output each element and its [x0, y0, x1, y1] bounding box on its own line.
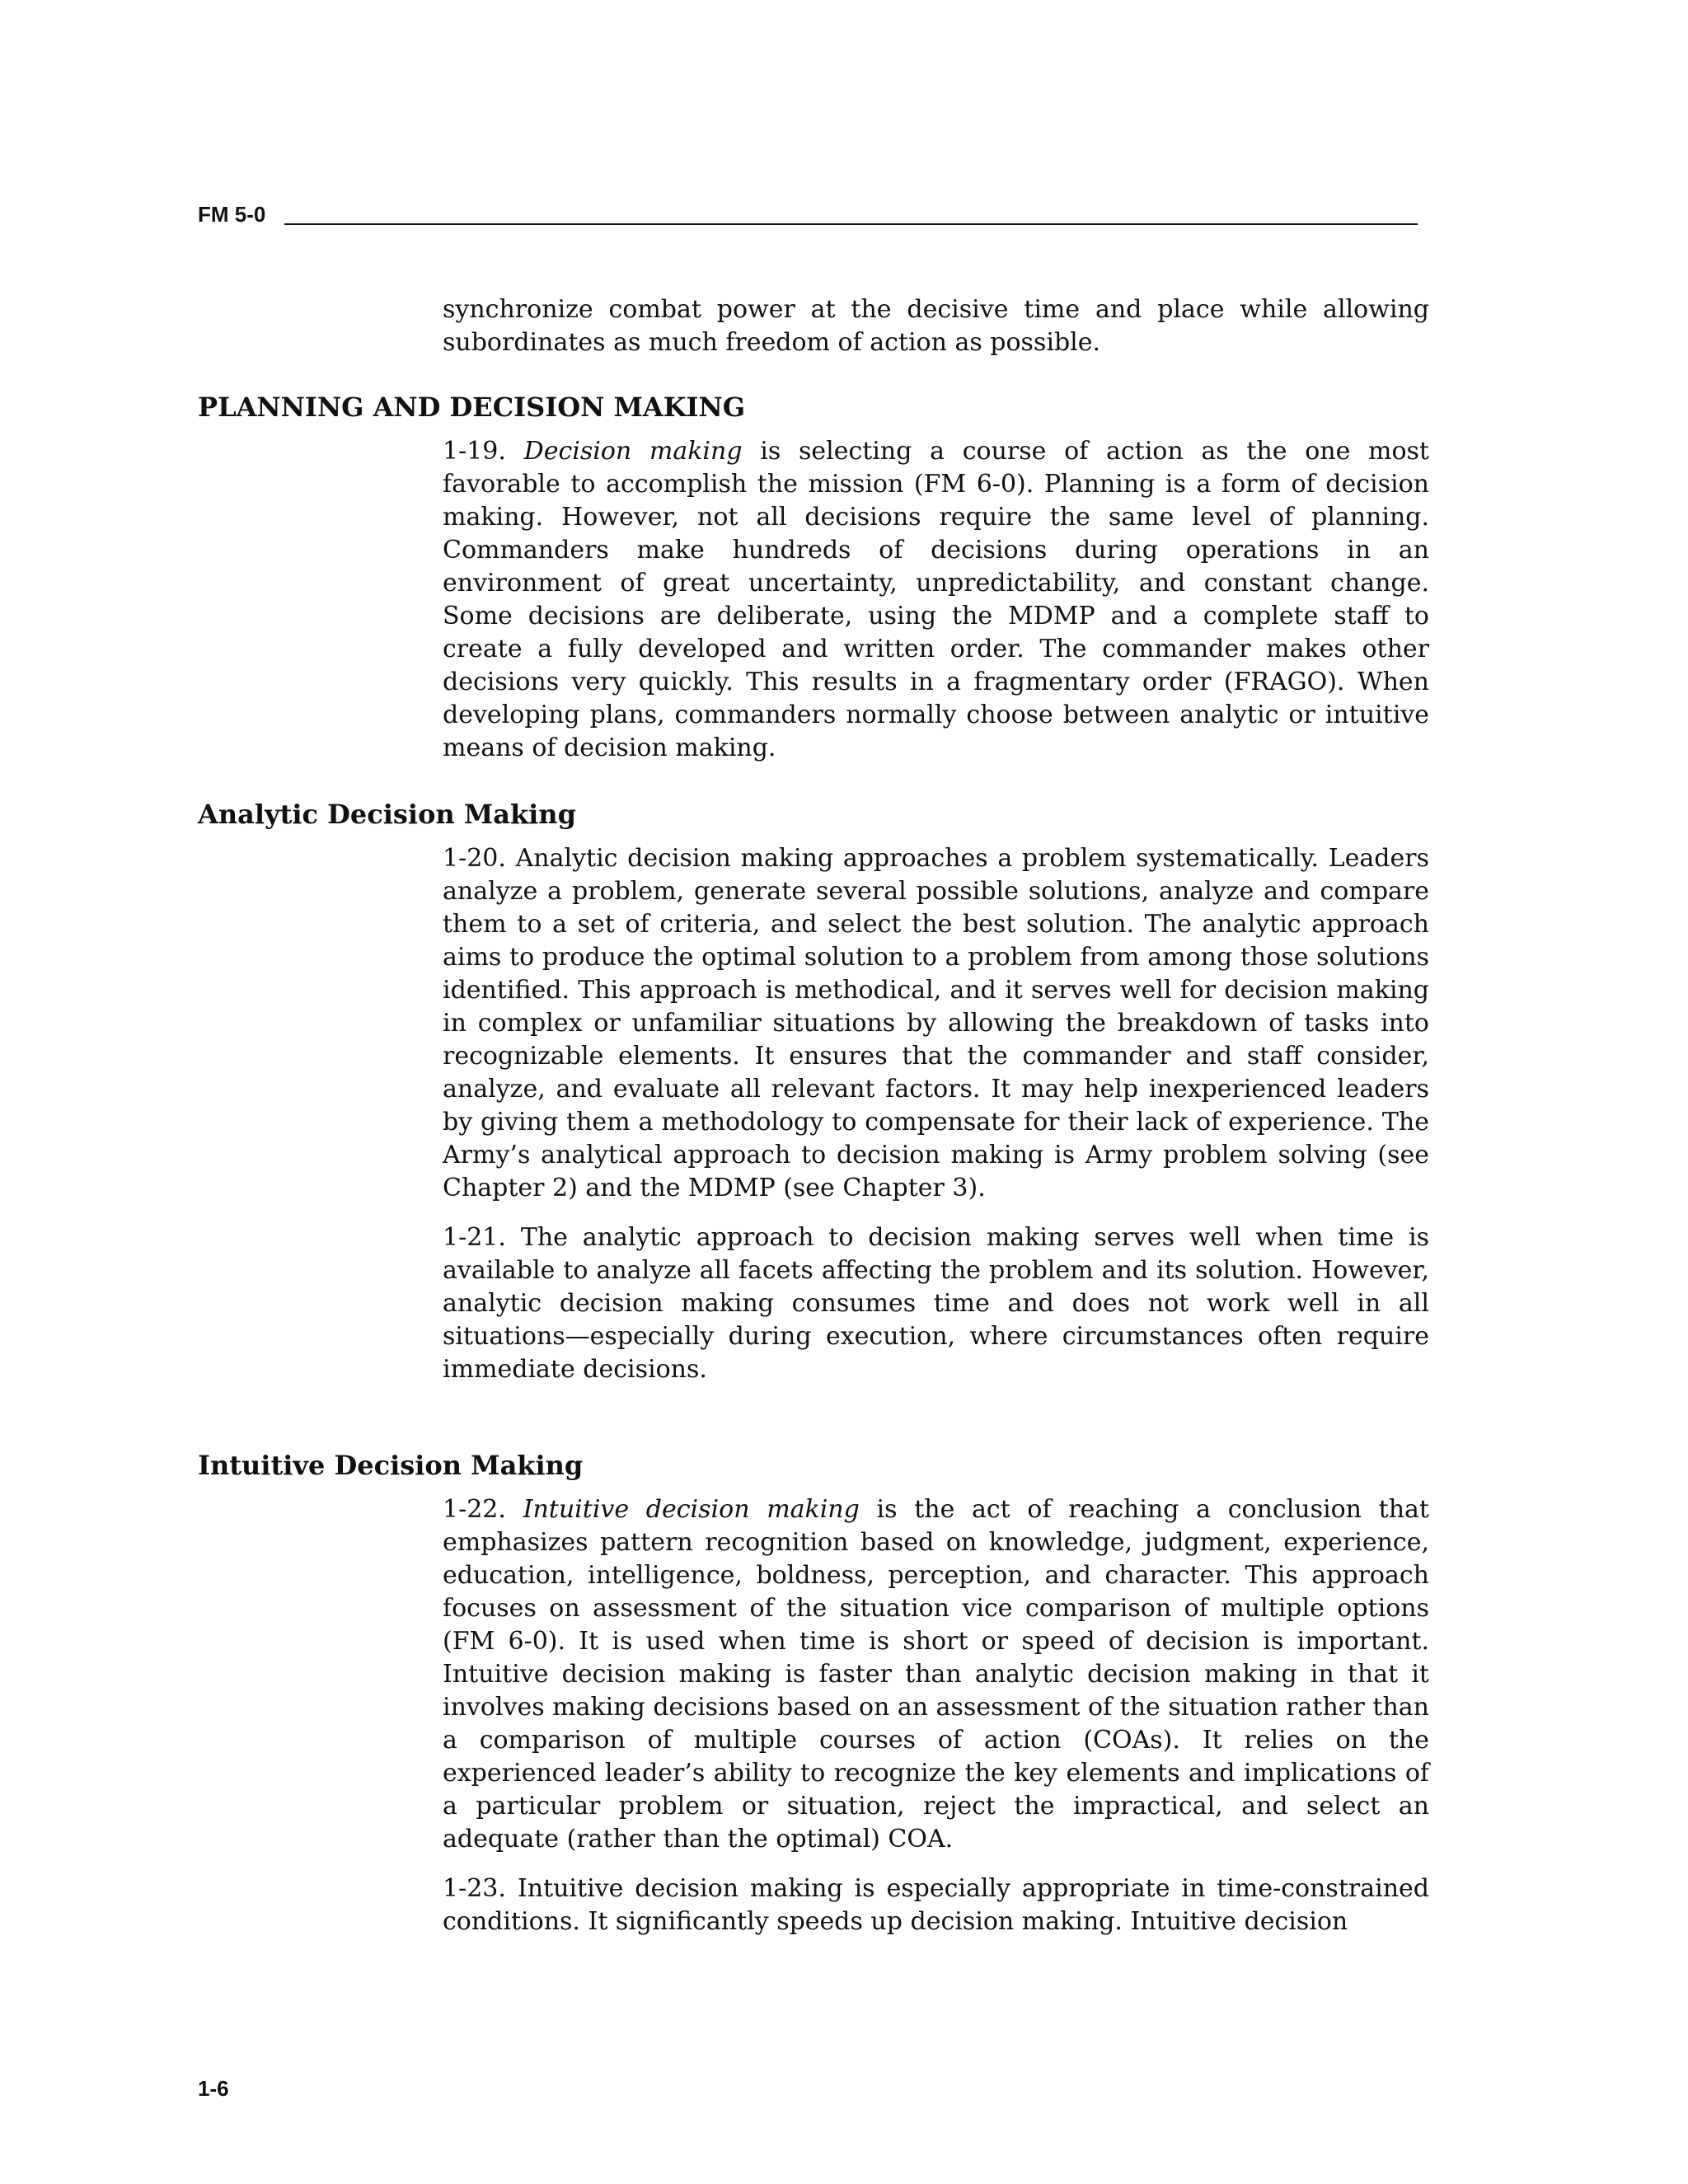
paragraph-number: 1-23. [443, 1874, 506, 1903]
continuation-paragraph: synchronize combat power at the decisive time and place while allowing subordinates as much freedom of action as possible. [443, 295, 1429, 357]
running-header [198, 201, 1418, 231]
paragraph-number: 1-19. [443, 437, 506, 466]
defined-term: Decision making [523, 437, 743, 466]
continuation-block [443, 293, 1429, 359]
paragraph-number: 1-22. [443, 1495, 506, 1524]
paragraph-text: Analytic decision making approaches a problem systematically. Leaders analyze a problem, generate several possible solutions, analyze and compare them to a set of criteria, and select the best solution. The analytic approach aims to produce the optimal solution to a problem from among those solutions identified. This approach is methodical, and it serves well for decision making in complex or unfamiliar situations by allowing the breakdown of tasks into recognizable elements. It ensures that the commander and staff consider, analyze, and evaluate all relevant factors. It may help inexperienced leaders by giving them a methodology to compensate for their lack of experience. The Army’s analytical approach to decision making is Army problem solving (see Chapter 2) and the MDMP (see Chapter 3). [443, 844, 1429, 1202]
paragraph-1-22 [443, 1493, 1429, 1856]
page-number: 1-6 [198, 2076, 229, 2101]
paragraph-text: Intuitive decision making is especially appropriate in time-constrained conditions. It significantly speeds up decision making. Intuitive decision [443, 1874, 1429, 1936]
paragraph-1-19 [443, 435, 1429, 765]
section-heading-intuitive: Intuitive Decision Making [198, 1450, 584, 1481]
paragraph-text: is the act of reaching a conclusion that emphasizes pattern recognition based on knowledge, judgment, experience, education, intelligence, boldness, perception, and character. This approach focuses on assessment of the situation vice comparison of multiple options (FM 6-0). It is used when time is short or speed of decision is important. Intuitive decision making is faster than analytic decision making in that it involves making decisions based on an assessment of the situation rather than a comparison of multiple courses of action (COAs). It relies on the experienced leader’s ability to recognize the key elements and implications of a particular problem or situation, reject the impractical, and select an adequate (rather than the optimal) COA. [443, 1495, 1429, 1854]
manual-designation: FM 5-0 [198, 202, 266, 227]
paragraph-text: The analytic approach to decision making serves well when time is available to analyze all facets affecting the problem and its solution. However, analytic decision making consumes time and does not work well in all situations—especially during execution, where circumstances often require immediate decisions. [443, 1223, 1429, 1384]
section-heading-planning: PLANNING AND DECISION MAKING [198, 391, 746, 423]
paragraph-text: is selecting a course of action as the one most favorable to accomplish the mission (FM 6-0). Planning is a form of decision making. However, not all decisions require the same level of planning. Commanders make hundreds of decisions during operations in an environment of great uncertainty, unpredictability, and constant change. Some decisions are deliberate, using the MDMP and a complete staff to create a fully developed and written order. The commander makes other decisions very quickly. This results in a fragmentary order (FRAGO). When developing plans, commanders normally choose between analytic or intuitive means of decision making. [443, 437, 1429, 762]
header-rule [284, 223, 1418, 225]
paragraph-number: 1-20. [443, 844, 506, 873]
paragraph-1-21 [443, 1221, 1429, 1386]
defined-term: Intuitive decision making [523, 1495, 860, 1524]
paragraph-number: 1-21. [443, 1223, 506, 1252]
paragraph-1-20 [443, 842, 1429, 1205]
section-body-intuitive [443, 1493, 1429, 1938]
section-body-analytic [443, 842, 1429, 1386]
section-body-planning [443, 435, 1429, 765]
paragraph-1-23 [443, 1872, 1429, 1938]
section-heading-analytic: Analytic Decision Making [198, 799, 576, 830]
